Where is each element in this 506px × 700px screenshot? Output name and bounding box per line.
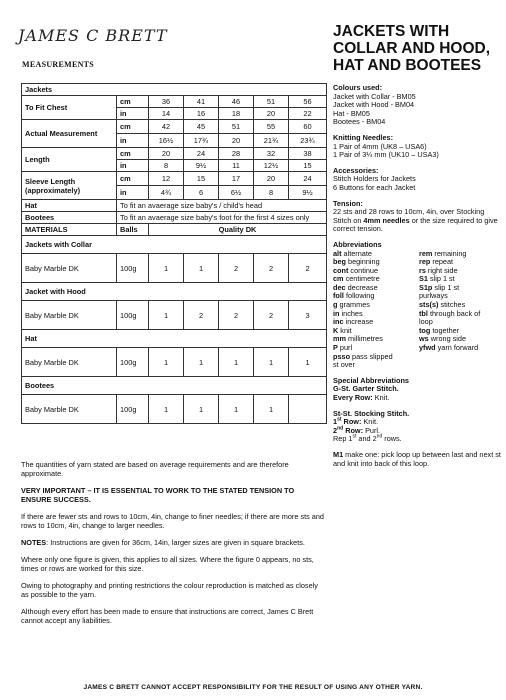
- unit-cell: cm: [117, 96, 149, 108]
- measure-value: 6: [184, 186, 219, 200]
- measure-value: 24: [289, 172, 327, 186]
- needles-title: Knitting Needles:: [333, 132, 393, 142]
- yarn-quantity: 2: [219, 301, 254, 330]
- abbreviations-grid: [333, 250, 503, 370]
- abbreviation-item: [419, 353, 503, 362]
- yarn-name: Baby Marble DK: [22, 254, 117, 283]
- abbreviation-key: S1p: [419, 282, 433, 292]
- measure-value: 15: [289, 160, 327, 172]
- abbreviation-key: mm: [333, 334, 346, 344]
- yarn-quantity: 1: [149, 348, 184, 377]
- note-colour: Owing to photography and printing restrictions the colour reproduction is matched as closely as possible to the yarn.: [21, 581, 318, 599]
- yarn-quantity: 3: [289, 301, 327, 330]
- measure-value: 51: [219, 120, 254, 134]
- bootees-text: To fit an avaerage size baby's foot for the first 4 sizes only: [117, 212, 327, 224]
- colour-item: Jacket with Collar - BM05: [333, 91, 416, 101]
- abbreviation-key: cont: [333, 265, 349, 275]
- garter-row: [333, 394, 503, 403]
- abbreviation-desc: loop: [419, 317, 433, 327]
- abbreviation-desc: beginning: [345, 257, 380, 267]
- note-figures: Where only one figure is given, this applies to all sizes. Where the figure 0 appears, no sts, times or rows are worked for this size.: [21, 555, 314, 573]
- hat-text: To fit an avaerage size baby's / child's head: [117, 200, 327, 212]
- rep-a: Rep 1: [333, 434, 353, 444]
- unit-cell: in: [117, 134, 149, 148]
- note-quantities: The quantities of yarn stated are based on average requirements and are therefore approximate.: [21, 460, 289, 478]
- abbreviation-key: S1: [419, 274, 428, 284]
- measure-value: 24: [184, 148, 219, 160]
- measure-value: 9½: [289, 186, 327, 200]
- measure-value: 51: [254, 96, 289, 108]
- tension-title: Tension:: [333, 198, 363, 208]
- yarn-quantity: 1: [184, 254, 219, 283]
- abbreviation-key: rs: [419, 265, 426, 275]
- yarn-quantity: 2: [184, 301, 219, 330]
- table-row: [22, 148, 327, 160]
- abbreviations-title: Abbreviations: [333, 239, 382, 249]
- note-needles: If there are fewer sts and rows to 10cm, 4in, change to finer needles; if there are more sts and rows to 10cm, 4in, change to larger needles.: [21, 512, 324, 530]
- abbreviation-key: K: [333, 325, 339, 335]
- abbreviation-key: alt: [333, 248, 342, 258]
- yarn-quantity: 2: [289, 254, 327, 283]
- garter-title: G-St. Garter Stitch.: [333, 384, 399, 394]
- m1-section: [333, 451, 503, 468]
- note-important: VERY IMPORTANT – IT IS ESSENTIAL TO WORK TO THE STATED TENSION TO ENSURE SUCCESS.: [21, 486, 295, 504]
- note-instructions: [21, 538, 326, 547]
- abbreviation-desc: continue: [348, 265, 379, 275]
- measure-value: 17: [219, 172, 254, 186]
- measure-value: 14: [149, 108, 184, 120]
- measure-value: 46: [219, 96, 254, 108]
- abbreviation-desc: purl: [337, 343, 353, 353]
- abbreviation-desc: centimetre: [343, 274, 380, 284]
- colours-section: [333, 84, 503, 127]
- measure-value: 41: [184, 96, 219, 108]
- quality-label: Quality DK: [149, 224, 327, 236]
- abbreviation-key: rem: [419, 248, 433, 258]
- abbreviation-desc: pass slipped: [350, 351, 393, 361]
- abbreviation-desc: together: [430, 325, 460, 335]
- table-row: [22, 84, 327, 96]
- measure-value: 17¾: [184, 134, 219, 148]
- measure-label: Length: [22, 148, 117, 172]
- abbreviation-desc: millimetres: [345, 334, 383, 344]
- abbreviation-desc: stitches: [438, 300, 466, 310]
- measure-value: 22: [289, 108, 327, 120]
- yarn-quantity: 1: [184, 348, 219, 377]
- table-row: [22, 212, 327, 224]
- measure-value: 42: [149, 120, 184, 134]
- abbreviation-desc: slip 1 st: [427, 274, 455, 284]
- row1-label: Row:: [341, 417, 364, 427]
- abbreviation-desc: knit: [338, 325, 352, 335]
- yarn-quantity: 1: [184, 395, 219, 424]
- measure-value: 45: [184, 120, 219, 134]
- abbreviation-key: inc: [333, 317, 344, 327]
- rep-b: and 2: [356, 434, 377, 444]
- abbreviation-desc: st over: [333, 360, 355, 370]
- table-row: [22, 348, 327, 377]
- measure-value: 21¾: [254, 134, 289, 148]
- abbreviation-key: beg: [333, 257, 346, 267]
- row2-sup: nd: [337, 425, 344, 432]
- measure-value: 32: [254, 148, 289, 160]
- yarn-quantity: 1: [219, 395, 254, 424]
- notes-text: : Instructions are given for 36cm, 14in, larger sizes are given in square brackets.: [46, 538, 305, 547]
- row2-num: 2: [333, 425, 338, 435]
- measure-value: 8: [254, 186, 289, 200]
- abbreviation-key: yfwd: [419, 343, 436, 353]
- abbreviation-desc: decrease: [345, 282, 378, 292]
- materials-label: MATERIALS: [22, 224, 117, 236]
- jackets-header: Jackets: [22, 84, 327, 96]
- measure-value: 4¾: [149, 186, 184, 200]
- measure-value: 9½: [184, 160, 219, 172]
- m1-desc: make one: pick loop up between last and next st and knit into back of this loop.: [333, 449, 501, 468]
- abbreviation-desc: yarn forward: [435, 343, 479, 353]
- colour-item: Jacket with Hood - BM04: [333, 100, 415, 110]
- yarn-group-title: Hat: [22, 330, 327, 348]
- abbreviation-desc: increase: [343, 317, 374, 327]
- yarn-quantity: 1: [254, 395, 289, 424]
- yarn-quantity: 1: [149, 395, 184, 424]
- measurements-title: MEASUREMENTS: [22, 60, 95, 69]
- notes-label: NOTES: [21, 538, 47, 547]
- yarn-quantity: 1: [289, 348, 327, 377]
- measure-label: Actual Measurement: [22, 120, 117, 148]
- special-title: Special Abbreviations: [333, 375, 409, 385]
- table-row: [22, 330, 327, 348]
- page-title: JACKETS WITH COLLAR AND HOOD, HAT AND BOOTEES: [333, 23, 490, 74]
- measure-value: 20: [219, 134, 254, 148]
- stocking-stitch-section: [333, 410, 503, 444]
- unit-cell: cm: [117, 148, 149, 160]
- abbreviations-section: [333, 241, 503, 370]
- abbreviation-desc: inches: [339, 308, 363, 318]
- right-column: [333, 84, 503, 475]
- abbreviation-key: tbl: [419, 308, 428, 318]
- table-row: [22, 254, 327, 283]
- abbreviation-desc: wrong side: [428, 334, 467, 344]
- abbreviation-item: [419, 361, 503, 370]
- special-abbreviations: [333, 377, 503, 403]
- abbreviation-desc: slip 1 st: [432, 282, 460, 292]
- measurements-table: [21, 83, 327, 424]
- measure-value: 56: [289, 96, 327, 108]
- yarn-name: Baby Marble DK: [22, 301, 117, 330]
- abbreviation-desc: following: [343, 291, 375, 301]
- balls-label: Balls: [117, 224, 149, 236]
- measure-value: 16½: [149, 134, 184, 148]
- rep-sup2: nd: [376, 433, 383, 440]
- stst-title: St-St. Stocking Stitch.: [333, 408, 410, 418]
- yarn-quantity: 2: [254, 301, 289, 330]
- table-row: [22, 395, 327, 424]
- measure-value: 55: [254, 120, 289, 134]
- abbreviation-key: in: [333, 308, 340, 318]
- measure-value: 20: [254, 108, 289, 120]
- footer-disclaimer: JAMES C BRETT CANNOT ACCEPT RESPONSIBILITY FOR THE RESULT OF USING ANY OTHER YARN.: [83, 684, 423, 691]
- abbreviation-desc: repeat: [430, 257, 454, 267]
- row1-val: Knit.: [363, 417, 379, 427]
- abbreviation-key: foll: [333, 291, 344, 301]
- tension-needles: 4mm needles: [363, 215, 410, 225]
- brand-logo: JAMES C BRETT: [18, 26, 168, 45]
- abbreviation-key: psso: [333, 351, 351, 361]
- abbreviation-item: [419, 344, 503, 353]
- unit-cell: in: [117, 160, 149, 172]
- needle-item: 1 Pair of 4mm (UK8 – USA6): [333, 141, 427, 151]
- yarn-quantity: 1: [149, 301, 184, 330]
- table-row: [22, 224, 327, 236]
- table-row: [22, 236, 327, 254]
- abbreviation-item: [333, 361, 419, 370]
- unit-cell: cm: [117, 172, 149, 186]
- table-row: [22, 301, 327, 330]
- table-row: [22, 377, 327, 395]
- abbreviation-key: g: [333, 300, 338, 310]
- tension-part: 22 sts and 28 rows to 10cm, 4in, over Stocking Stitch on: [333, 207, 485, 225]
- accessory-item: Stitch Holders for Jackets: [333, 174, 416, 184]
- table-row: [22, 120, 327, 134]
- m1-key: M1: [333, 449, 344, 459]
- abbreviation-key: rep: [419, 257, 431, 267]
- table-row: [22, 283, 327, 301]
- measure-label: To Fit Chest: [22, 96, 117, 120]
- yarn-weight: 100g: [117, 301, 149, 330]
- tension-part: or the size required to give correct tension.: [333, 215, 498, 234]
- abbreviation-desc: right side: [425, 265, 458, 275]
- colours-title: Colours used:: [333, 83, 383, 92]
- yarn-quantity: [289, 395, 327, 424]
- yarn-group-title: Jackets with Collar: [22, 236, 327, 254]
- yarn-quantity: 2: [254, 254, 289, 283]
- measure-value: 8: [149, 160, 184, 172]
- measure-value: 28: [219, 148, 254, 160]
- abbreviation-key: cm: [333, 274, 344, 284]
- yarn-weight: 100g: [117, 254, 149, 283]
- measure-label: Sleeve Length (approximately): [22, 172, 117, 200]
- abbreviation-key: P: [333, 343, 338, 353]
- row2-val: Purl.: [365, 425, 381, 435]
- abbreviation-key: sts(s): [419, 300, 439, 310]
- measure-value: 60: [289, 120, 327, 134]
- tension-text: [333, 208, 503, 234]
- hat-label: Hat: [22, 200, 117, 212]
- table-row: [22, 200, 327, 212]
- yarn-quantity: 1: [219, 348, 254, 377]
- measure-value: 16: [184, 108, 219, 120]
- measure-value: 23¾: [289, 134, 327, 148]
- rep-c: rows.: [382, 434, 402, 444]
- row1-num: 1: [333, 417, 338, 427]
- stst-rep: [333, 435, 503, 444]
- unit-cell: in: [117, 108, 149, 120]
- abbreviation-desc: purlways: [419, 291, 448, 301]
- colour-item: Hat - BM05: [333, 108, 370, 118]
- abbreviation-key: ws: [419, 334, 429, 344]
- measure-value: 20: [149, 148, 184, 160]
- needles-section: [333, 134, 503, 160]
- row2-label: Row:: [343, 425, 366, 435]
- yarn-quantity: 1: [149, 254, 184, 283]
- note-liability: Although every effort has been made to ensure that instructions are correct, James C Brett cannot accept any liabilities.: [21, 607, 314, 625]
- needle-item: 1 Pair of 3¼ mm (UK10 – USA3): [333, 150, 439, 160]
- measure-value: 12½: [254, 160, 289, 172]
- colour-item: Bootees - BM04: [333, 117, 386, 127]
- abbreviation-key: tog: [419, 325, 431, 335]
- unit-cell: cm: [117, 120, 149, 134]
- row1-sup: st: [337, 416, 342, 423]
- measure-value: 38: [289, 148, 327, 160]
- yarn-name: Baby Marble DK: [22, 395, 117, 424]
- abbreviation-desc: grammes: [337, 300, 370, 310]
- table-row: [22, 96, 327, 108]
- bootees-label: Bootees: [22, 212, 117, 224]
- yarn-group-title: Jacket with Hood: [22, 283, 327, 301]
- yarn-name: Baby Marble DK: [22, 348, 117, 377]
- abbreviation-desc: alternate: [341, 248, 372, 258]
- measure-value: 20: [254, 172, 289, 186]
- unit-cell: in: [117, 186, 149, 200]
- measure-value: 12: [149, 172, 184, 186]
- accessories-title: Accessories:: [333, 165, 379, 175]
- table-row: [22, 172, 327, 186]
- measure-value: 11: [219, 160, 254, 172]
- yarn-quantity: 1: [254, 348, 289, 377]
- yarn-weight: 100g: [117, 395, 149, 424]
- garter-every: Every Row:: [333, 393, 375, 402]
- garter-every-val: Knit.: [374, 393, 390, 402]
- abbreviation-desc: through back of: [427, 308, 481, 318]
- accessories-section: [333, 167, 503, 193]
- tension-section: [333, 200, 503, 234]
- abbreviation-key: dec: [333, 282, 346, 292]
- notes-section: [21, 460, 326, 633]
- yarn-group-title: Bootees: [22, 377, 327, 395]
- accessory-item: 6 Buttons for each Jacket: [333, 182, 416, 192]
- yarn-weight: 100g: [117, 348, 149, 377]
- abbreviation-desc: remaining: [432, 248, 467, 258]
- rep-sup1: st: [352, 433, 357, 440]
- measure-value: 18: [219, 108, 254, 120]
- measure-value: 36: [149, 96, 184, 108]
- yarn-quantity: 2: [219, 254, 254, 283]
- measure-value: 6½: [219, 186, 254, 200]
- measure-value: 15: [184, 172, 219, 186]
